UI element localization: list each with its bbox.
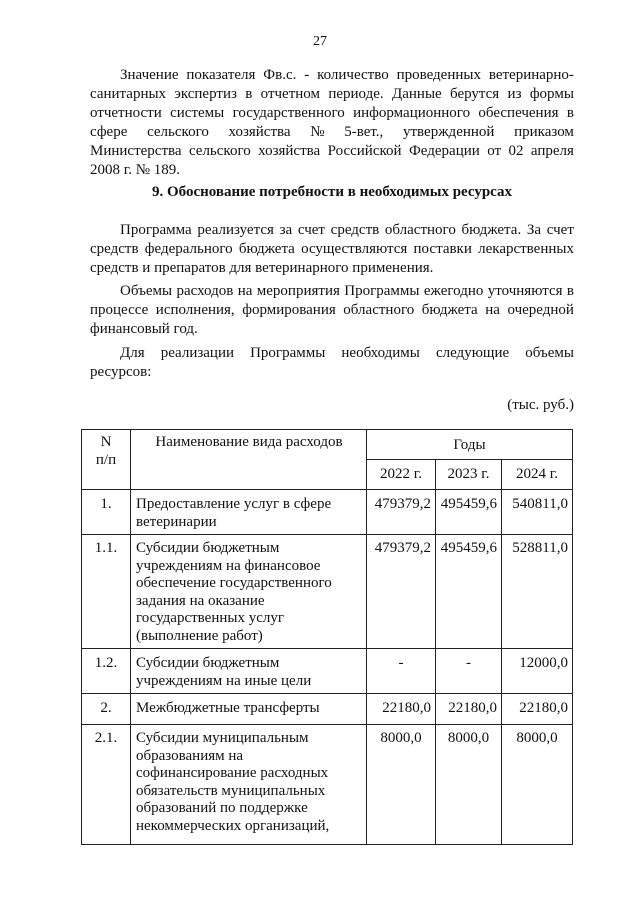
row-expense-name: Межбюджетные трансферты — [131, 694, 367, 725]
header-year: 2023 г. — [436, 460, 502, 490]
table-header-row — [82, 430, 573, 460]
text-line: средств федерального бюджета осуществляются поставки лекарственных — [90, 241, 574, 257]
row-value-2022: 8000,0 — [367, 725, 436, 845]
table-row — [82, 694, 573, 725]
text-line: 2008 г. № 189. — [90, 162, 181, 178]
table-row — [82, 649, 573, 694]
row-value-2022: 479379,2 — [367, 535, 436, 649]
row-number: 2. — [82, 694, 131, 725]
expenditure-table — [81, 429, 573, 845]
row-expense-name: Предоставление услуг в сфере ветеринарии — [131, 490, 367, 535]
text-line: финансовый год. — [90, 321, 198, 337]
row-value-2023: 495459,6 — [436, 490, 502, 535]
row-value-2023: 22180,0 — [436, 694, 502, 725]
row-value-2024: 528811,0 — [502, 535, 573, 649]
text-line: средств и препаратов для ветеринарного применения. — [90, 260, 434, 276]
row-value-2023: 495459,6 — [436, 535, 502, 649]
text-line: ресурсов: — [90, 364, 152, 380]
paragraph-resources-intro — [90, 344, 574, 382]
row-value-2022: 22180,0 — [367, 694, 436, 725]
unit-label: (тыс. руб.) — [507, 397, 574, 413]
row-value-2022: 479379,2 — [367, 490, 436, 535]
row-number: 1. — [82, 490, 131, 535]
row-value-2024: 22180,0 — [502, 694, 573, 725]
text-line: отчетности системы государственного информационного обеспечения в — [90, 105, 574, 121]
row-number: 2.1. — [82, 725, 131, 845]
text-line: сфере сельского хозяйства № 5-вет., утвержденной приказом — [90, 124, 574, 140]
header-years: Годы — [367, 430, 573, 460]
text-line: Министерства сельского хозяйства Российской Федерации от 02 апреля — [90, 143, 574, 159]
table-row — [82, 490, 573, 535]
row-value-2023: 8000,0 — [436, 725, 502, 845]
text-line: Объемы расходов на мероприятия Программы ежегодно уточняются в — [120, 283, 574, 299]
row-value-2024: 12000,0 — [502, 649, 573, 694]
paragraph-expenditure-volumes — [90, 282, 574, 339]
text-line: Программа реализуется за счет средств областного бюджета. За счет — [120, 222, 574, 238]
row-value-2024: 8000,0 — [502, 725, 573, 845]
row-expense-name: Субсидии бюджетным учреждениям на иные цели — [131, 649, 367, 694]
row-value-2024: 540811,0 — [502, 490, 573, 535]
row-expense-name: Субсидии бюджетным учреждениям на финансовое обеспечение государственного задания на оказание государственных услуг (выполнение работ) — [131, 535, 367, 649]
table-row — [82, 535, 573, 649]
text-line: Значение показателя Фв.с. - количество проведенных ветеринарно- — [120, 67, 574, 83]
section-heading: 9. Обоснование потребности в необходимых ресурсах — [151, 184, 513, 200]
paragraph-funding-source — [90, 221, 574, 278]
row-number: 1.2. — [82, 649, 131, 694]
table-row — [82, 725, 573, 845]
text-line: Для реализации Программы необходимы следующие объемы — [120, 345, 574, 361]
text-line: процессе исполнения, формирования областного бюджета на очередной — [90, 302, 574, 318]
header-number: N п/п — [82, 430, 131, 490]
header-expense-name: Наименование вида расходов — [131, 430, 367, 490]
row-number: 1.1. — [82, 535, 131, 649]
row-value-2022: - — [367, 649, 436, 694]
row-expense-name: Субсидии муниципальным образованиям на софинансирование расходных обязательств муниципальных образований по поддержке некоммерческих организаций, — [131, 725, 367, 845]
row-value-2023: - — [436, 649, 502, 694]
page-number: 27 — [313, 34, 327, 49]
text-line: санитарных экспертиз в отчетном периоде. Данные берутся из формы — [90, 86, 574, 102]
paragraph-indicator-description — [90, 66, 574, 180]
header-year: 2024 г. — [502, 460, 573, 490]
header-year: 2022 г. — [367, 460, 436, 490]
